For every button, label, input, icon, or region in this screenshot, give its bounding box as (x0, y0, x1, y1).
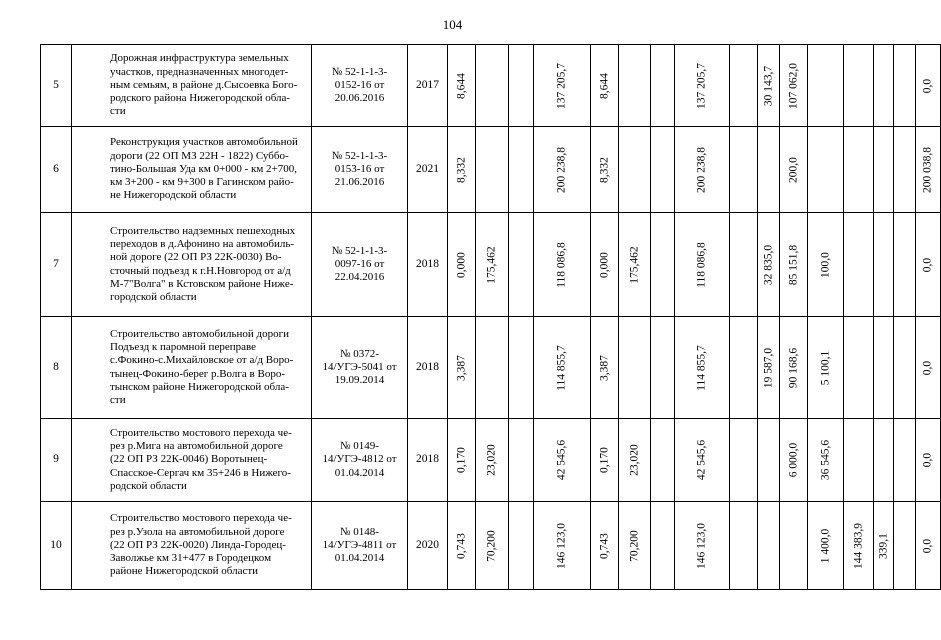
value-cell (448, 127, 476, 213)
table-row (41, 419, 941, 502)
value-text: 146 123,0 (695, 522, 708, 569)
value-text: 8,332 (597, 156, 610, 183)
value-cell (651, 213, 675, 317)
project-name-line: переходов в д.Афонино на автомобиль- (110, 238, 295, 251)
value-cell (675, 419, 730, 502)
value-text: 30 143,7 (761, 65, 774, 106)
value-cell (509, 45, 534, 127)
project-name-line: тынец-Фокино-берег р.Волга в Воро- (110, 367, 285, 380)
value-cell (534, 45, 591, 127)
value-cell (808, 317, 844, 419)
value-cell (780, 45, 808, 127)
row-number-cell: 9 (41, 419, 72, 502)
contract-cell (312, 317, 408, 419)
value-text: 118 086,8 (555, 241, 568, 288)
project-name-line: Подъезд к паромной переправе (110, 341, 256, 354)
value-cell (844, 419, 874, 502)
value-cell (844, 502, 874, 590)
value-cell (844, 127, 874, 213)
value-cell (591, 45, 619, 127)
value-cell (651, 317, 675, 419)
contract-line: № 0148- (340, 525, 379, 538)
contract-line: 14/УГЭ-5041 от (322, 360, 397, 373)
contract-line: 19.09.2014 (334, 374, 385, 387)
value-cell (808, 127, 844, 213)
value-cell (874, 127, 894, 213)
value-text: 107 062,0 (786, 62, 799, 109)
value-text: 42 545,6 (555, 439, 568, 481)
value-cell (916, 502, 941, 590)
value-text: 3,387 (454, 354, 467, 381)
value-cell (780, 419, 808, 502)
project-name-line: Реконструкция участков автомобильной (110, 136, 298, 149)
value-cell (758, 45, 780, 127)
contract-line: № 52-1-1-3- (331, 244, 388, 257)
value-cell (675, 502, 730, 590)
value-cell (448, 45, 476, 127)
value-cell (780, 317, 808, 419)
project-name-line: (22 ОП РЗ 22К-0046) Воротынец- (110, 453, 268, 466)
value-cell (534, 127, 591, 213)
value-text: 100,0 (818, 251, 831, 278)
value-cell (651, 502, 675, 590)
value-cell (651, 419, 675, 502)
value-cell (619, 419, 651, 502)
value-text: 3,387 (597, 354, 610, 381)
row-number-cell: 7 (41, 213, 72, 317)
value-cell (534, 213, 591, 317)
project-name-line: сточный подъезд к г.Н.Новгород от а/д (110, 264, 291, 277)
value-cell (619, 213, 651, 317)
project-name-line: рез р.Мига на автомобильной дороге (110, 440, 283, 453)
value-cell (730, 317, 758, 419)
contract-cell (312, 213, 408, 317)
value-cell (476, 213, 509, 317)
value-cell (808, 419, 844, 502)
value-cell (730, 127, 758, 213)
value-cell (730, 502, 758, 590)
project-name-line: не Нижегородской области (110, 189, 237, 202)
contract-line: 20.06.2016 (334, 92, 385, 105)
value-cell (509, 502, 534, 590)
project-name-cell (72, 45, 312, 127)
value-text: 0,0 (921, 360, 934, 375)
project-name-line: дороги (22 ОП МЗ 22Н - 1822) Суббо- (110, 149, 289, 162)
value-cell (894, 127, 916, 213)
value-cell (619, 317, 651, 419)
value-cell (894, 502, 916, 590)
value-text: 200 038,8 (921, 146, 934, 193)
value-cell (534, 502, 591, 590)
value-cell (874, 45, 894, 127)
value-text: 70,200 (627, 529, 640, 562)
value-cell (651, 45, 675, 127)
value-cell (448, 213, 476, 317)
value-cell (780, 127, 808, 213)
value-cell (758, 419, 780, 502)
value-cell (619, 45, 651, 127)
value-cell (509, 317, 534, 419)
value-cell (448, 502, 476, 590)
value-text: 42 545,6 (695, 439, 708, 481)
value-text: 200 238,8 (695, 146, 708, 193)
value-cell (780, 502, 808, 590)
contract-line: № 52-1-1-3- (331, 149, 388, 162)
value-cell (874, 419, 894, 502)
value-cell (591, 502, 619, 590)
row-number-cell: 6 (41, 127, 72, 213)
row-number-cell: 10 (41, 502, 72, 590)
contract-line: № 0372- (340, 347, 379, 360)
value-text: 36 545,6 (818, 439, 831, 481)
value-cell (619, 127, 651, 213)
value-cell (619, 502, 651, 590)
project-name-line: рез р.Узола на автомобильной дороге (110, 525, 285, 538)
value-cell (874, 317, 894, 419)
project-name-line: (22 ОП РЗ 22К-0020) Линда-Городец- (110, 538, 286, 551)
project-name-line: районе Нижегородской области (110, 565, 259, 578)
value-text: 0,000 (597, 251, 610, 278)
year-cell: 2018 (408, 213, 448, 317)
project-name-line: сти (110, 105, 126, 118)
value-cell (509, 419, 534, 502)
value-text: 90 168,6 (786, 347, 799, 388)
project-name-line: родской области (110, 479, 187, 492)
contract-line: 14/УГЭ-4812 от (322, 453, 397, 466)
row-number-cell: 5 (41, 45, 72, 127)
value-cell (675, 317, 730, 419)
value-text: 85 151,8 (786, 244, 799, 285)
project-name-line: Спасское-Сергач км 35+246 в Нижего- (110, 466, 291, 479)
value-text: 0,743 (597, 532, 610, 559)
project-name-line: Строительство мостового перехода че- (110, 426, 292, 439)
value-cell (476, 502, 509, 590)
contract-line: 22.04.2016 (334, 271, 385, 284)
value-cell (894, 213, 916, 317)
value-cell (916, 213, 941, 317)
project-name-line: городской области (110, 290, 197, 303)
value-cell (675, 45, 730, 127)
project-name-line: Строительство автомобильной дороги (110, 327, 289, 340)
value-cell (509, 127, 534, 213)
project-name-line: ным семьям, в районе д.Сысоевка Бого- (110, 78, 298, 91)
value-text: 137 205,7 (555, 62, 568, 109)
project-name-cell (72, 502, 312, 590)
value-text: 23,020 (485, 444, 498, 476)
project-name-cell (72, 213, 312, 317)
project-name-line: участков, предназначенных многодет- (110, 65, 289, 78)
contract-cell (312, 419, 408, 502)
value-text: 6 000,0 (786, 442, 799, 478)
value-cell (476, 317, 509, 419)
contract-line: 21.06.2016 (334, 176, 385, 189)
value-text: 144 383,9 (851, 522, 864, 569)
value-text: 0,0 (921, 538, 934, 553)
contract-line: 0152-16 от (334, 78, 385, 91)
value-cell (916, 45, 941, 127)
value-text: 175,462 (485, 245, 498, 284)
value-cell (916, 317, 941, 419)
value-cell (534, 419, 591, 502)
project-name-cell (72, 317, 312, 419)
value-cell (591, 317, 619, 419)
contract-line: 01.04.2014 (334, 552, 385, 565)
value-cell (780, 213, 808, 317)
value-cell (894, 317, 916, 419)
project-name-line: Строительство надземных пешеходных (110, 224, 296, 237)
project-name-line: тынском районе Нижегородской обла- (110, 380, 289, 393)
contract-line: 0097-16 от (334, 257, 385, 270)
value-cell (476, 45, 509, 127)
value-cell (730, 213, 758, 317)
value-text: 0,170 (454, 447, 467, 473)
project-name-line: с.Фокино-с.Михайловское от а/д Воро- (110, 354, 294, 367)
table-row (41, 213, 941, 317)
value-text: 0,170 (597, 447, 610, 473)
value-cell (808, 502, 844, 590)
value-text: 118 086,8 (695, 241, 708, 288)
project-name-line: Заволжье км 31+477 в Городецком (110, 552, 272, 565)
value-text: 175,462 (627, 245, 640, 284)
value-cell (916, 419, 941, 502)
project-name-line: Дорожная инфраструктура земельных (110, 52, 289, 65)
value-cell (651, 127, 675, 213)
value-cell (758, 127, 780, 213)
value-text: 0,743 (454, 532, 467, 559)
year-cell: 2018 (408, 419, 448, 502)
row-number-cell: 8 (41, 317, 72, 419)
value-cell (758, 213, 780, 317)
value-cell (730, 419, 758, 502)
value-cell (476, 127, 509, 213)
value-text: 0,0 (921, 452, 934, 468)
value-text: 5 100,1 (818, 350, 831, 385)
value-cell (675, 127, 730, 213)
project-name-cell (72, 419, 312, 502)
year-cell: 2020 (408, 502, 448, 590)
value-text: 0,0 (921, 78, 934, 93)
value-text: 32 835,0 (761, 244, 774, 285)
table-row (41, 45, 941, 127)
value-cell (591, 213, 619, 317)
value-text: 146 123,0 (555, 522, 568, 569)
project-name-cell (72, 127, 312, 213)
value-cell (758, 502, 780, 590)
value-cell (591, 419, 619, 502)
project-name-line: ной дороге (22 ОП РЗ 22К-0030) Во- (110, 251, 282, 264)
value-cell (534, 317, 591, 419)
table-row (41, 502, 941, 590)
project-name-line: км 3+200 - км 9+300 в Гагинском райо- (110, 176, 294, 189)
value-cell (874, 213, 894, 317)
year-cell: 2017 (408, 45, 448, 127)
value-cell (844, 317, 874, 419)
value-text: 8,644 (454, 72, 467, 99)
value-cell (448, 317, 476, 419)
year-cell: 2021 (408, 127, 448, 213)
contract-line: 01.04.2014 (334, 466, 385, 479)
value-text: 1 400,0 (818, 528, 831, 563)
contract-line: 14/УГЭ-4811 от (322, 538, 397, 551)
value-text: 114 855,7 (695, 344, 708, 391)
value-cell (758, 317, 780, 419)
value-text: 0,000 (454, 251, 467, 278)
value-cell (844, 213, 874, 317)
contract-line: 0153-16 от (334, 162, 385, 175)
value-text: 137 205,7 (695, 62, 708, 109)
value-text: 8,332 (454, 156, 467, 183)
value-text: 339,1 (876, 532, 889, 559)
contract-line: № 0149- (340, 440, 379, 453)
value-text: 200,0 (786, 156, 799, 183)
contract-cell (312, 45, 408, 127)
value-cell (675, 213, 730, 317)
project-name-line: Строительство мостового перехода че- (110, 512, 292, 525)
table-row (41, 127, 941, 213)
value-cell (591, 127, 619, 213)
value-cell (448, 419, 476, 502)
value-cell (509, 213, 534, 317)
value-cell (844, 45, 874, 127)
value-text: 23,020 (627, 444, 640, 476)
value-cell (894, 419, 916, 502)
table-row (41, 317, 941, 419)
page-number: 104 (442, 17, 463, 32)
projects-table (40, 44, 941, 590)
value-cell (476, 419, 509, 502)
value-text: 0,0 (921, 257, 934, 272)
value-cell (808, 213, 844, 317)
value-text: 8,644 (597, 72, 610, 99)
project-name-line: сти (110, 393, 126, 406)
value-cell (730, 45, 758, 127)
value-cell (894, 45, 916, 127)
value-cell (808, 45, 844, 127)
project-name-line: родского района Нижегородской обла- (110, 92, 291, 105)
value-text: 200 238,8 (555, 146, 568, 193)
project-name-line: тино-Большая Уда км 0+000 - км 2+700, (110, 162, 297, 175)
contract-cell (312, 502, 408, 590)
value-text: 19 587,0 (761, 347, 774, 388)
value-text: 114 855,7 (555, 344, 568, 391)
value-cell (874, 502, 894, 590)
year-cell: 2018 (408, 317, 448, 419)
contract-cell (312, 127, 408, 213)
value-cell (916, 127, 941, 213)
project-name-line: М-7"Волга" в Кстовском районе Нижe- (110, 277, 294, 290)
value-text: 70,200 (485, 529, 498, 562)
contract-line: № 52-1-1-3- (331, 65, 388, 78)
